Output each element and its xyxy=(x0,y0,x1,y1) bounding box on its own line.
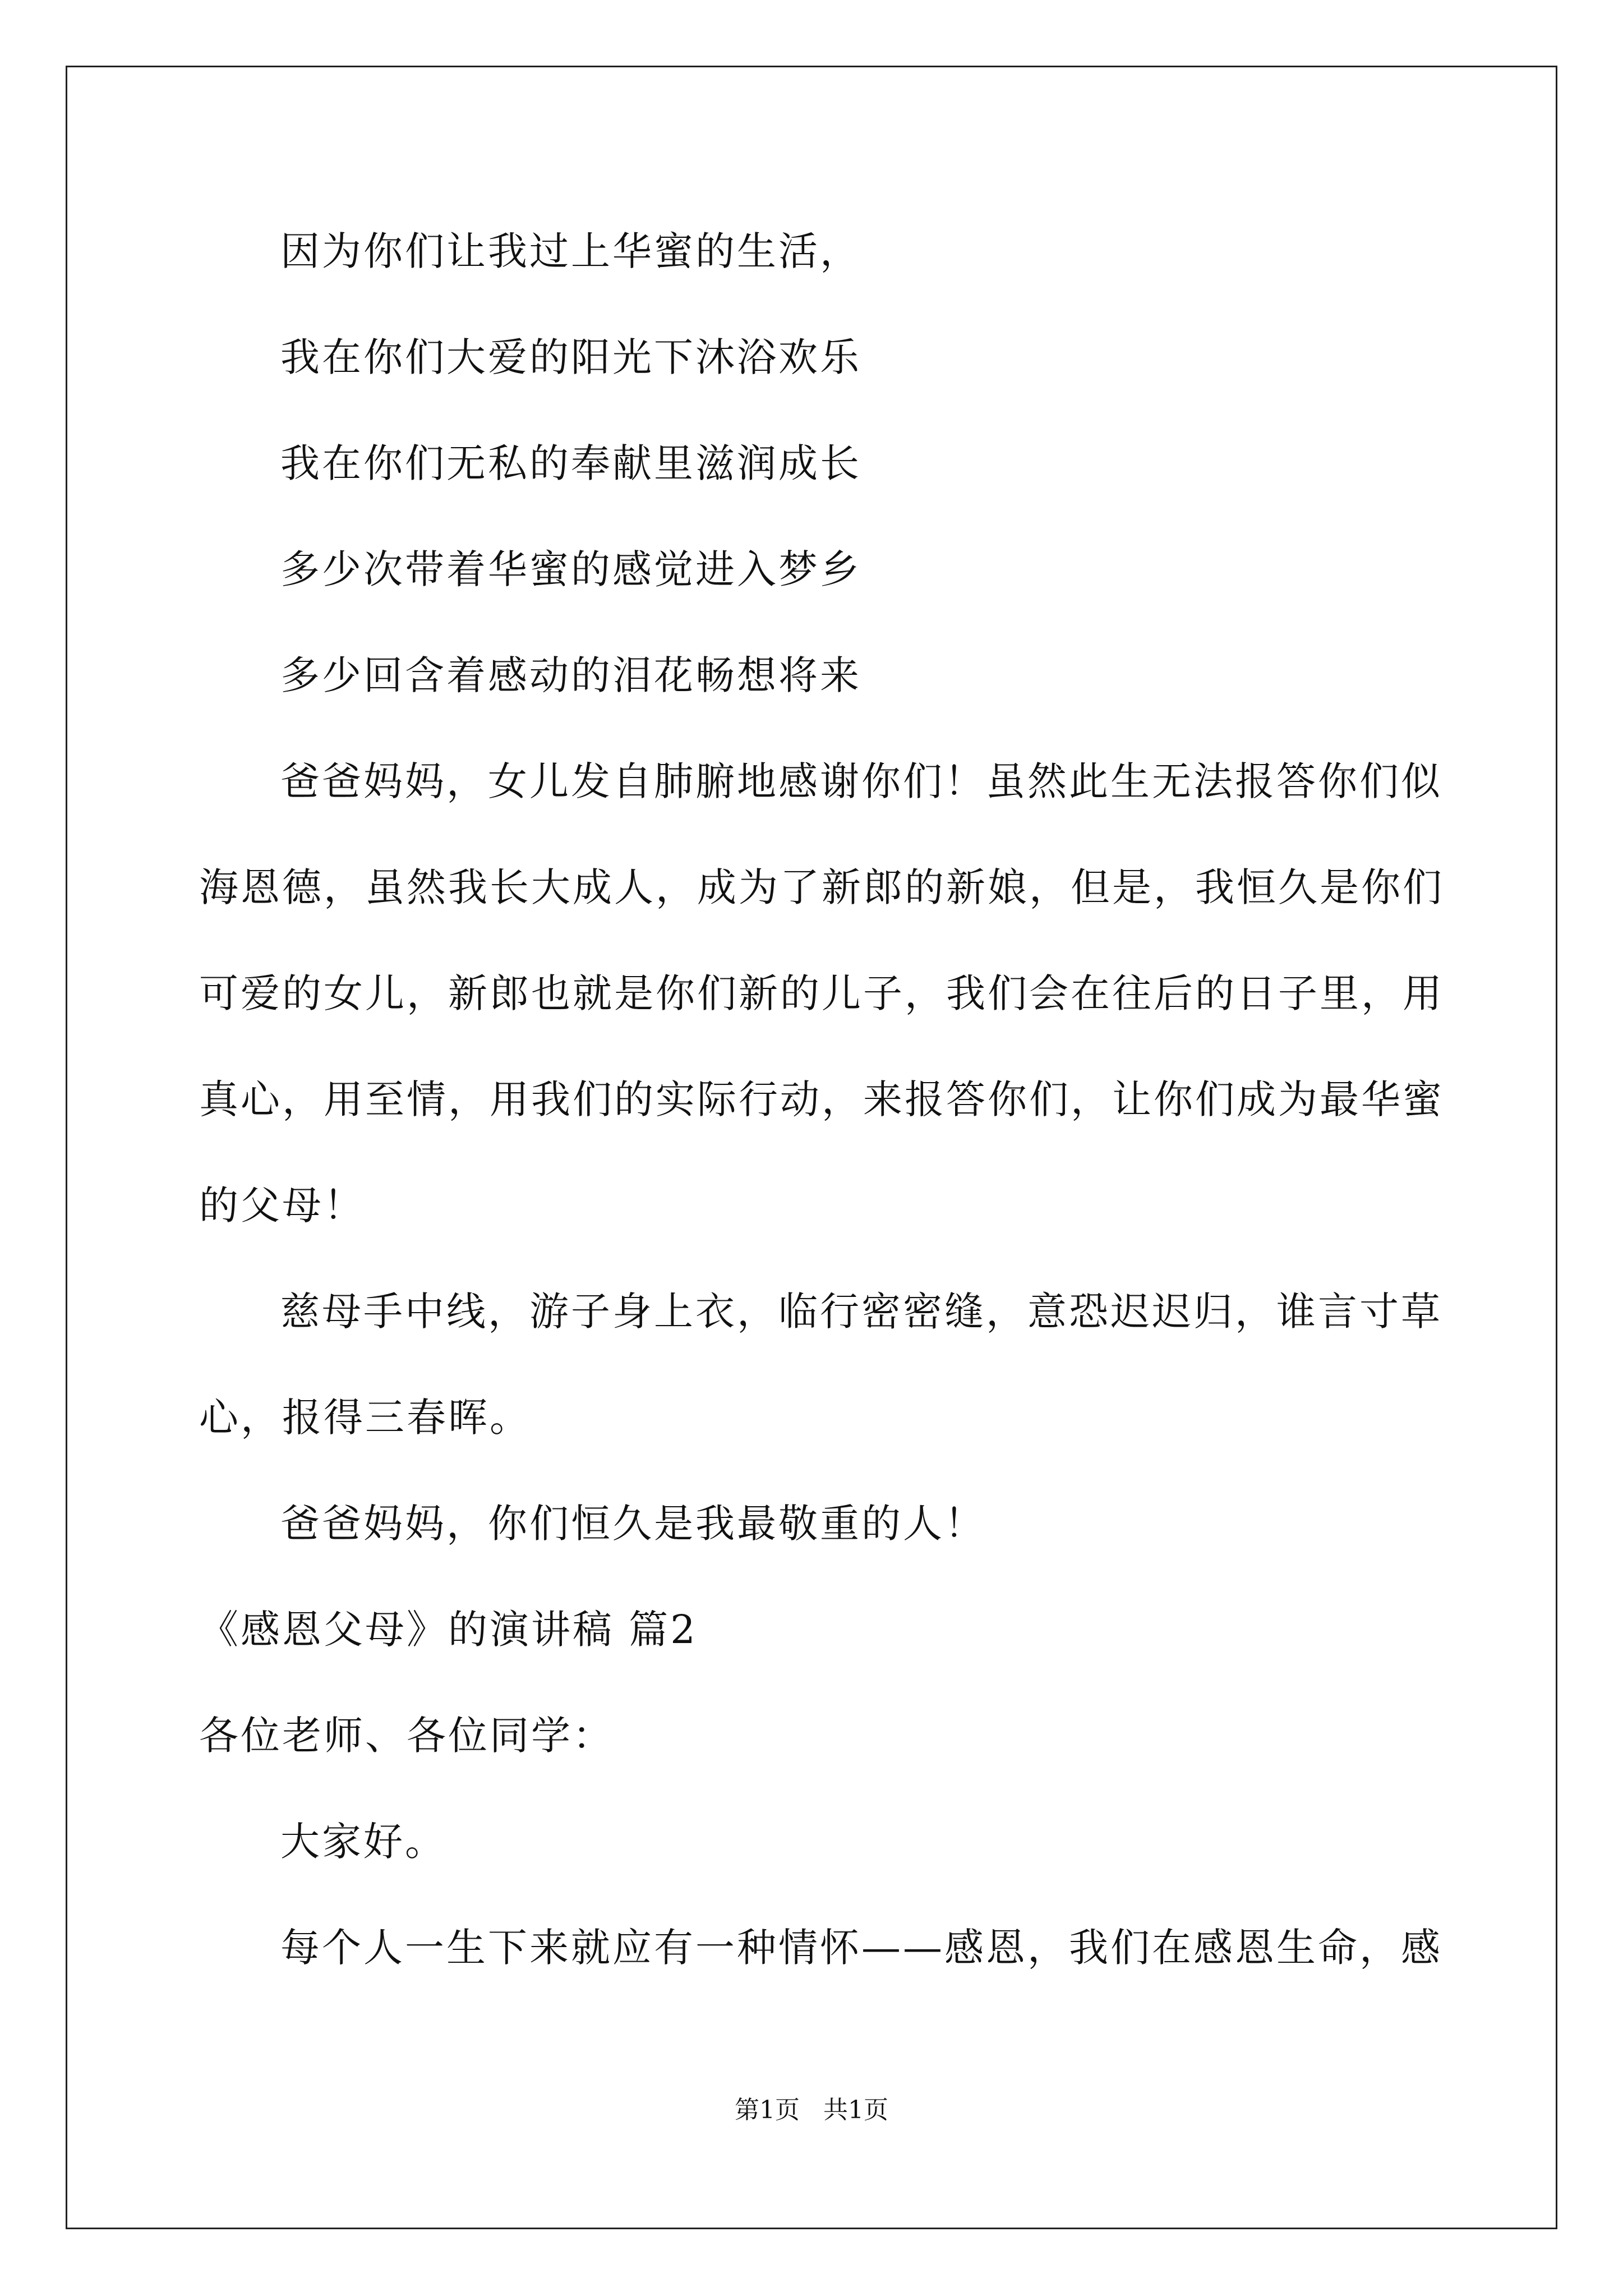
text-line: 因为你们让我过上华蜜的生活， xyxy=(280,228,861,274)
text-line: 真心，用至情，用我们的实际行动，来报答你们，让你们成为最华蜜 xyxy=(199,1076,1444,1122)
salutation: 各位老师、各位同学： xyxy=(199,1713,614,1759)
text-line: 大家好。 xyxy=(280,1819,446,1865)
text-line: 每个人一生下来就应有一种情怀——感恩，我们在感恩生命，感 xyxy=(280,1925,1442,1971)
text-line: 我在你们无私的奉献里滋润成长 xyxy=(280,440,861,486)
section-heading: 《感恩父母》的演讲稿 篇2 xyxy=(199,1607,698,1653)
text-line: 的父母！ xyxy=(199,1182,365,1228)
page-number-footer: 第1页 共1页 xyxy=(735,2096,888,2124)
text-line: 多少回含着感动的泪花畅想将来 xyxy=(280,652,861,698)
text-line: 海恩德，虽然我长大成人，成为了新郎的新娘，但是，我恒久是你们 xyxy=(199,864,1444,910)
text-line: 爸爸妈妈，女儿发自肺腑地感谢你们！虽然此生无法报答你们似 xyxy=(280,758,1442,804)
text-line: 我在你们大爱的阳光下沐浴欢乐 xyxy=(280,334,861,380)
page-border xyxy=(66,66,1557,2229)
text-line: 慈母手中线，游子身上衣，临行密密缝，意恐迟迟归，谁言寸草 xyxy=(280,1289,1442,1335)
text-line: 心，报得三春晖。 xyxy=(199,1395,531,1441)
text-line: 爸爸妈妈，你们恒久是我最敬重的人！ xyxy=(280,1501,986,1547)
text-line: 可爱的女儿，新郎也就是你们新的儿子，我们会在往后的日子里，用 xyxy=(199,970,1444,1016)
text-line: 多少次带着华蜜的感觉进入梦乡 xyxy=(280,546,861,592)
